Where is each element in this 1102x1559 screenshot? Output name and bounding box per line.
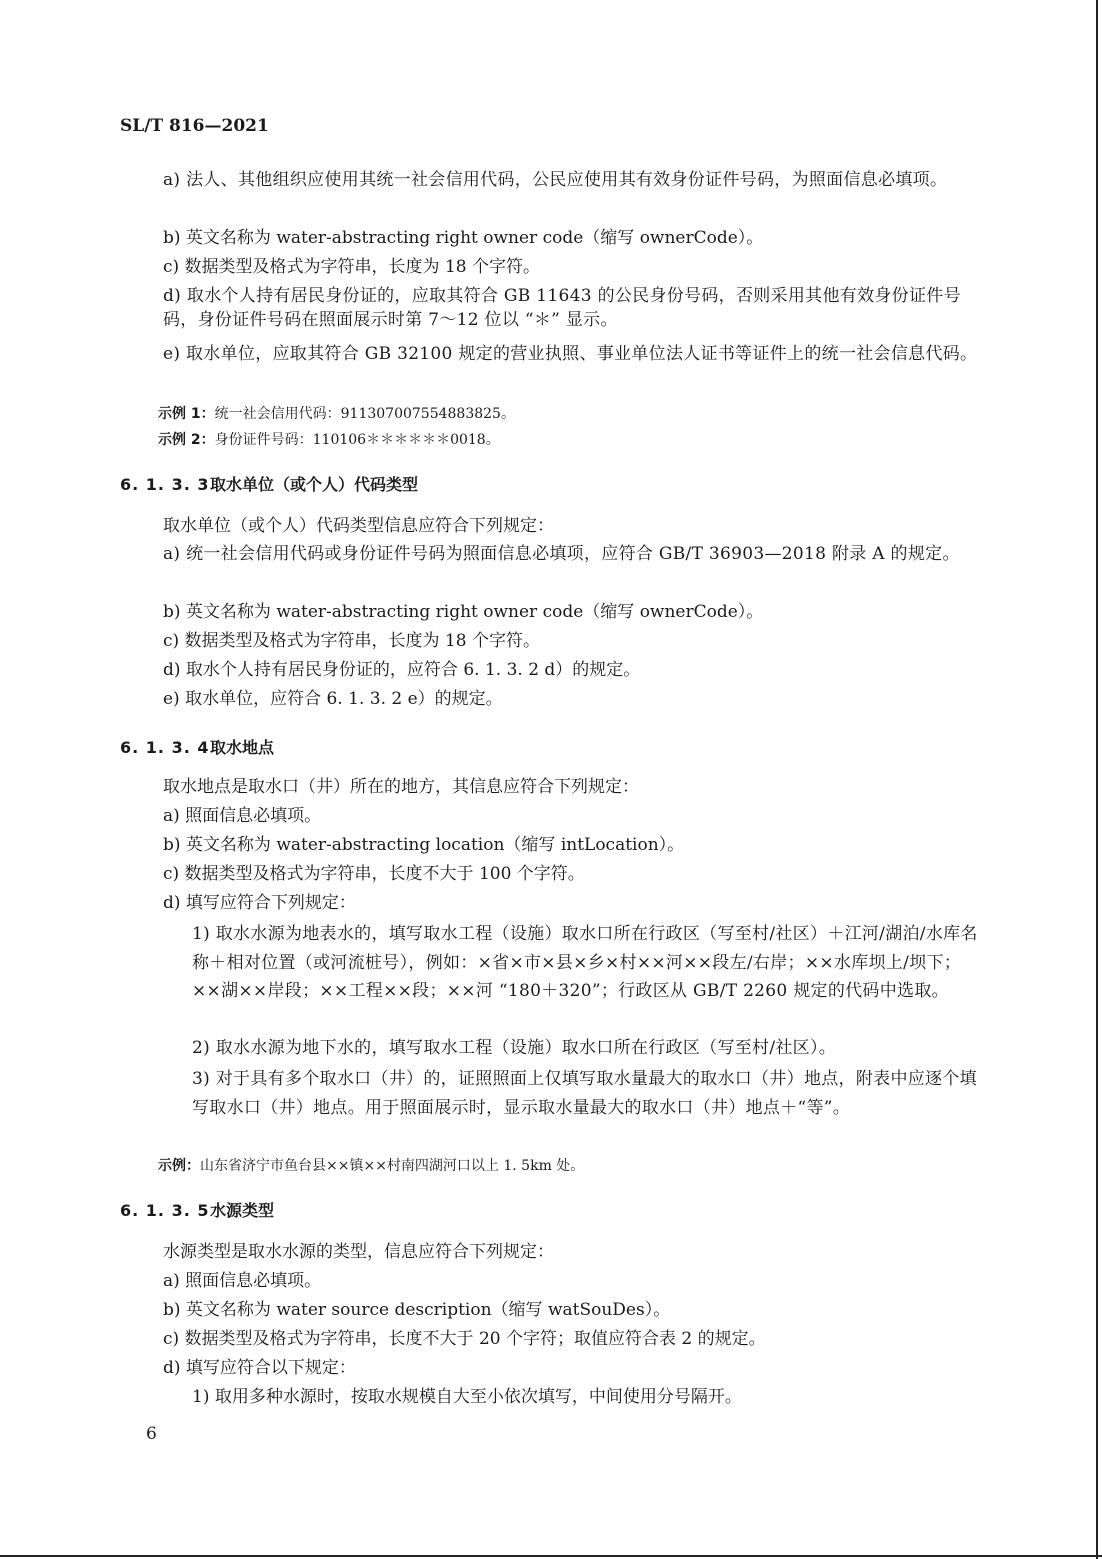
section-intro: 水源类型是取水水源的类型，信息应符合下列规定：	[163, 1242, 554, 1262]
sub-list-item: 2) 取水水源为地下水的，填写取水工程（设施）取水口所在行政区（写至村/社区）。	[192, 1038, 837, 1058]
sub-list-item: 1) 取用多种水源时，按取水规模自大至小依次填写，中间使用分号隔开。	[192, 1387, 742, 1407]
example-text: 统一社会信用代码：911307007554883825。	[214, 406, 515, 422]
list-item: d) 填写应符合以下规定：	[163, 1358, 356, 1378]
sub-list-item: 1) 取水水源为地表水的，填写取水工程（设施）取水口所在行政区（写至村/社区）＋江河/湖泊/水库名称＋相对位置（或河流桩号），例如：×省×市×县×乡×村××河××段左/右岸；××水库坝上/坝下；××湖××岸段；××工程××段；××河 “180＋320”；行政区从 GB/T 2260 规定的代码中选取。	[192, 924, 978, 1001]
example-text: 身份证件号码：110106＊＊＊＊＊＊0018。	[214, 432, 500, 448]
section-heading	[120, 735, 274, 758]
list-item: e) 取水单位，应取其符合 GB 32100 规定的营业执照、事业单位法人证书等证件上的统一社会信息代码。	[163, 344, 978, 364]
list-item: c) 数据类型及格式为字符串，长度为 18 个字符。	[163, 631, 540, 651]
list-item: d) 填写应符合下列规定：	[163, 893, 356, 913]
list-item: a) 法人、其他组织应使用其统一社会信用代码，公民应使用其有效身份证件号码，为照面信息必填项。	[163, 170, 948, 190]
page-number: 6	[146, 1424, 157, 1444]
list-item: c) 数据类型及格式为字符串，长度为 18 个字符。	[163, 257, 540, 277]
section-number: 6. 1. 3. 5	[120, 1201, 210, 1220]
sub-list-item: 3) 对于具有多个取水口（井）的，证照照面上仅填写取水量最大的取水口（井）地点，附表中应逐个填写取水口（井）地点。用于照面展示时，显示取水量最大的取水口（井）地点＋“等”。	[192, 1069, 977, 1118]
section-heading	[120, 1198, 274, 1221]
list-item: c) 数据类型及格式为字符串，长度不大于 20 个字符；取值应符合表 2 的规定。	[163, 1329, 766, 1349]
list-item: d) 取水个人持有居民身份证的，应取其符合 GB 11643 的公民身份号码，否则采用其他有效身份证件号码，身份证件号码在照面展示时第 7～12 位以 “＊” 显示。	[163, 286, 961, 330]
section-heading	[120, 472, 418, 495]
list-item: a) 照面信息必填项。	[163, 806, 322, 826]
section-intro: 取水单位（或个人）代码类型信息应符合下列规定：	[163, 516, 554, 536]
section-title: 水源类型	[210, 1201, 275, 1220]
example-label: 示例：	[158, 1158, 200, 1174]
list-item: a) 统一社会信用代码或身份证件号码为照面信息必填项，应符合 GB/T 36903—2018 附录 A 的规定。	[163, 544, 960, 564]
list-item: c) 数据类型及格式为字符串，长度不大于 100 个字符。	[163, 864, 585, 884]
section-number: 6. 1. 3. 4	[120, 738, 210, 757]
example	[158, 1156, 584, 1176]
list-item: b) 英文名称为 water-abstracting right owner code（缩写 ownerCode）。	[163, 602, 764, 622]
list-item: b) 英文名称为 water source description（缩写 watSouDes）。	[163, 1300, 671, 1320]
example-2	[158, 430, 500, 450]
standard-code-header: SL/T 816—2021	[120, 116, 269, 136]
list-item: d) 取水个人持有居民身份证的，应符合 6. 1. 3. 2 d）的规定。	[163, 660, 641, 680]
example-label: 示例 2：	[158, 432, 215, 448]
list-item: e) 取水单位，应符合 6. 1. 3. 2 e）的规定。	[163, 689, 503, 709]
page-border-right	[1096, 0, 1098, 1559]
list-item: b) 英文名称为 water-abstracting right owner code（缩写 ownerCode）。	[163, 228, 764, 248]
section-number: 6. 1. 3. 3	[120, 475, 210, 494]
list-item: b) 英文名称为 water-abstracting location（缩写 intLocation）。	[163, 835, 685, 855]
example-label: 示例 1：	[158, 406, 215, 422]
list-item: a) 照面信息必填项。	[163, 1271, 322, 1291]
page-border-bottom	[0, 1555, 1102, 1557]
section-title: 取水地点	[210, 738, 275, 757]
section-title: 取水单位（或个人）代码类型	[210, 475, 419, 494]
section-intro: 取水地点是取水口（井）所在的地方，其信息应符合下列规定：	[163, 777, 639, 797]
example-text: 山东省济宁市鱼台县××镇××村南四湖河口以上 1. 5km 处。	[200, 1158, 585, 1174]
example-1	[158, 404, 515, 424]
